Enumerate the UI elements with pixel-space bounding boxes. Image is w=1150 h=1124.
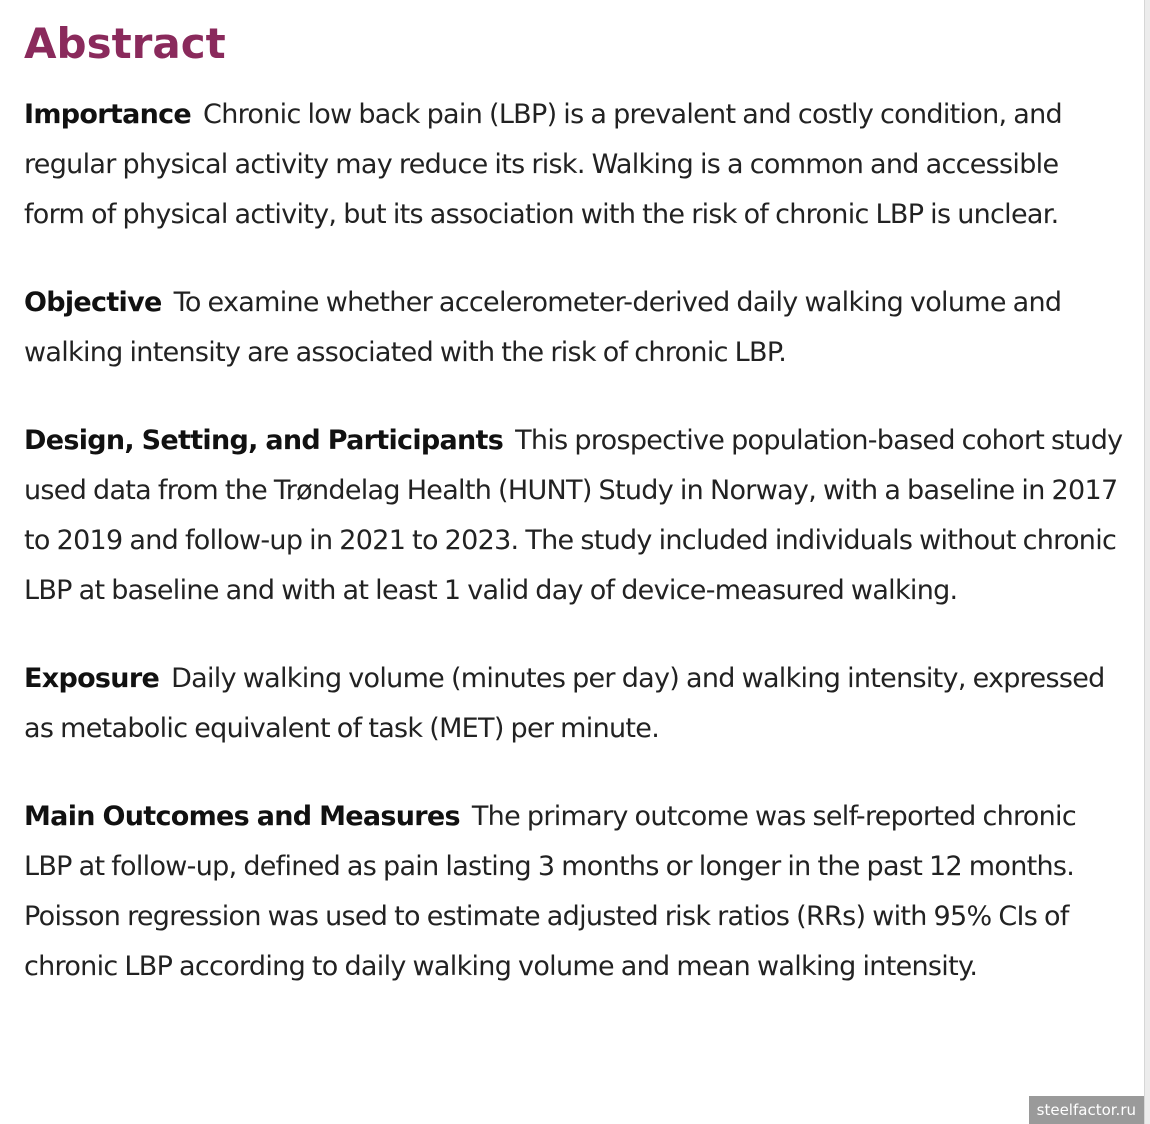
section-label: Objective — [24, 287, 162, 318]
section-text: The primary outcome was self-reported chronic LBP at follow-up, defined as pain lasting 3 months or longer in the past 12 months. Poisson regression was used to estimate adjusted risk ratios (RRs) with 95% CIs of chronic LBP according to daily walking volume and mean walking intensity. — [24, 801, 1076, 982]
section-main-outcomes — [24, 792, 1124, 992]
section-text: Daily walking volume (minutes per day) and walking intensity, expressed as metabolic equivalent of task (MET) per minute. — [24, 663, 1105, 744]
section-label: Main Outcomes and Measures — [24, 801, 460, 832]
section-label: Design, Setting, and Participants — [24, 425, 504, 456]
section-text: This prospective population-based cohort study used data from the Trøndelag Health (HUNT) Study in Norway, with a baseline in 2017 to 2019 and follow-up in 2021 to 2023. The study included individuals without chronic LBP at baseline and with at least 1 valid day of device-measured walking. — [24, 425, 1123, 606]
section-design — [24, 416, 1124, 616]
watermark: steelfactor.ru — [1029, 1096, 1144, 1124]
section-importance — [24, 90, 1124, 240]
section-label: Importance — [24, 99, 192, 130]
section-exposure — [24, 654, 1124, 754]
section-text: To examine whether accelerometer-derived daily walking volume and walking intensity are associated with the risk of chronic LBP. — [24, 287, 1062, 368]
abstract-container — [24, 14, 1124, 992]
abstract-title: Abstract — [24, 19, 226, 68]
section-label: Exposure — [24, 663, 160, 694]
scrollbar[interactable] — [1144, 0, 1150, 1124]
section-objective — [24, 278, 1124, 378]
section-text: Chronic low back pain (LBP) is a prevalent and costly condition, and regular physical activity may reduce its risk. Walking is a common and accessible form of physical activity, but its association with the risk of chronic LBP is unclear. — [24, 99, 1062, 230]
